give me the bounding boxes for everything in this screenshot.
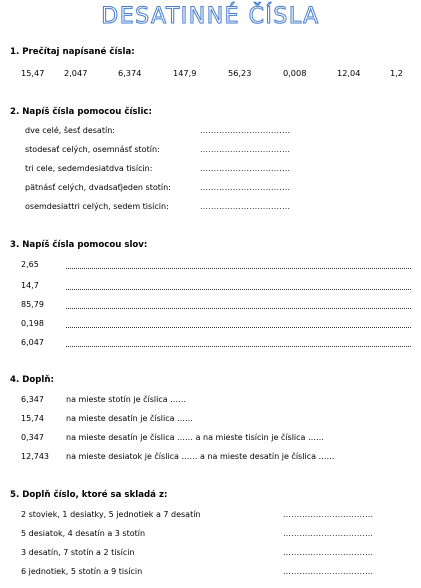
task-item: 3 desatín, 7 stotín a 2 tisícin <box>21 548 135 557</box>
task-item: stodesať celých, osemnásť stotín: <box>25 145 160 154</box>
answer-line[interactable] <box>66 268 411 269</box>
answer-blank[interactable]: …………………………… <box>200 145 291 154</box>
section-2-heading: 2. Napíš čísla pomocou číslic: <box>10 107 152 117</box>
number-item: 6,374 <box>118 68 142 78</box>
section-1-heading: 1. Prečítaj napísané čísla: <box>10 47 135 57</box>
task-item: tri cele, sedemdesiatdva tisícin: <box>25 164 153 173</box>
answer-blank[interactable]: …………………………… <box>283 548 374 557</box>
page-title: DESATINNÉ ČÍSLA <box>101 4 320 29</box>
task-item: 14,7 <box>21 281 39 290</box>
row-number: 6,347 <box>21 395 44 404</box>
number-item: 147,9 <box>173 68 197 78</box>
answer-line[interactable] <box>66 308 411 309</box>
answer-line[interactable] <box>66 289 411 290</box>
task-item: 6,047 <box>21 338 44 347</box>
task-item: 5 desiatok, 4 desatín a 3 stotín <box>21 529 146 538</box>
answer-blank[interactable]: …………………………… <box>200 126 291 135</box>
task-item: 85,79 <box>21 300 44 309</box>
task-item: 2,65 <box>21 260 39 269</box>
number-item: 0,008 <box>283 68 307 78</box>
row-number: 12,743 <box>21 452 49 461</box>
answer-blank[interactable]: …………………………… <box>200 183 291 192</box>
number-item: 2,047 <box>64 68 88 78</box>
task-item: 6 jednotiek, 5 stotín a 9 tisícin <box>21 567 143 576</box>
number-item: 56,23 <box>228 68 252 78</box>
number-item: 15,47 <box>21 68 45 78</box>
number-item: 1,2 <box>390 68 404 78</box>
task-item: pätnásť celých, dvadsaťjeden stotín: <box>25 183 171 192</box>
number-item: 12,04 <box>337 68 361 78</box>
row-text: na mieste desatín je číslica …… a na mieste tisícin je číslica …… <box>66 433 324 442</box>
row-number: 15,74 <box>21 414 44 423</box>
task-item: dve celé, šesť desatín: <box>25 126 115 135</box>
answer-blank[interactable]: …………………………… <box>283 567 374 576</box>
section-3-heading: 3. Napíš čísla pomocou slov: <box>10 240 148 250</box>
section-4-heading: 4. Doplň: <box>10 375 54 385</box>
row-number: 0,347 <box>21 433 44 442</box>
section-5-heading: 5. Doplň číslo, ktoré sa skladá z: <box>10 490 168 500</box>
row-text: na mieste desiatok je číslica …… a na mieste desatín je číslica …… <box>66 452 335 461</box>
answer-line[interactable] <box>66 327 411 328</box>
task-item: 0,198 <box>21 319 44 328</box>
answer-blank[interactable]: …………………………… <box>283 529 374 538</box>
answer-blank[interactable]: …………………………… <box>200 164 291 173</box>
answer-blank[interactable]: …………………………… <box>283 510 374 519</box>
row-text: na mieste desatín je číslica …… <box>66 414 194 423</box>
answer-blank[interactable]: …………………………… <box>200 202 291 211</box>
answer-line[interactable] <box>66 346 411 347</box>
task-item: 2 stoviek, 1 desiatky, 5 jednotiek a 7 desatín <box>21 510 201 519</box>
row-text: na mieste stotín je číslica …… <box>66 395 187 404</box>
task-item: osemdesiattri celých, sedem tisícin: <box>25 202 169 211</box>
